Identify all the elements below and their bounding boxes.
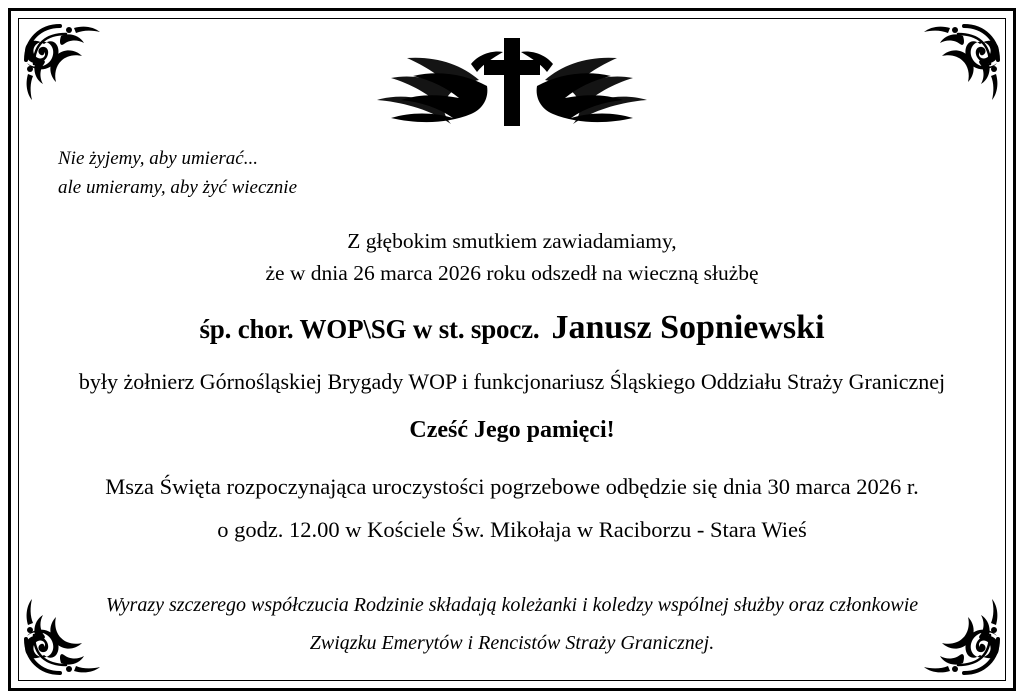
condolences-line-1: Wyrazy szczerego współczucia Rodzinie składają koleżanki i koledzy wspólnej służby oraz członkowie: [105, 593, 919, 616]
cross-with-laurel-ornament-icon: [347, 36, 677, 128]
epitaph-text: [58, 144, 297, 203]
deceased-rank: śp. chor. WOP\SG w st. spocz.: [199, 314, 540, 345]
card-content: [40, 28, 984, 665]
condolences-text: [106, 586, 918, 662]
announcement-line-2: że w dnia 26 marca 2026 roku odszedł na wieczną służbę: [265, 261, 759, 286]
deceased-name: Janusz Sopniewski: [551, 309, 825, 347]
mass-line-1: Msza Święta rozpoczynająca uroczystości pogrzebowe odbędzie się dnia 30 marca 2026 r.: [105, 474, 919, 500]
deceased-name-line: [199, 309, 824, 347]
mass-details: [105, 466, 918, 552]
honor-line: Cześć Jego pamięci!: [409, 417, 615, 444]
announcement-text: [265, 225, 758, 290]
epitaph-line-1: Nie żyjemy, aby umierać...: [58, 148, 258, 169]
mass-line-2: o godz. 12.00 w Kościele Św. Mikołaja w Raciborzu - Stara Wieś: [217, 517, 807, 543]
epitaph-line-2: ale umieramy, aby żyć wiecznie: [58, 177, 298, 199]
condolences-line-2: Związku Emerytów i Rencistów Straży Granicznej.: [309, 631, 715, 654]
announcement-line-1: Z głębokim smutkiem zawiadamiamy,: [347, 228, 677, 253]
service-description: były żołnierz Górnośląskiej Brygady WOP i funkcjonariusz Śląskiego Oddziału Straży Granicznej: [78, 369, 946, 395]
